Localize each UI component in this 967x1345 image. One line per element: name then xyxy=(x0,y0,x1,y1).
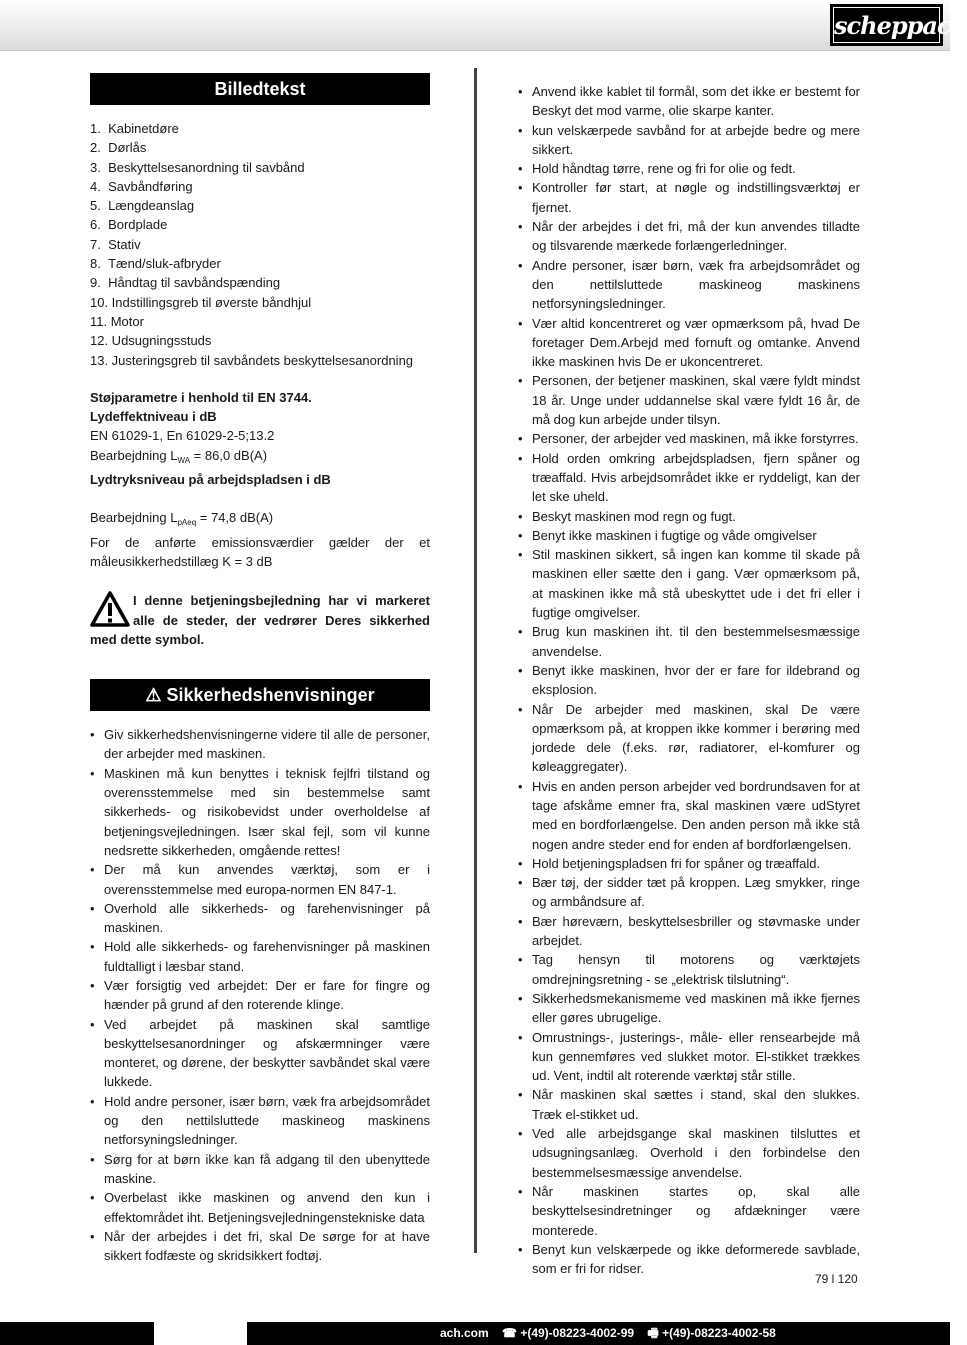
safety-item: • Brug kun maskinen iht. til den bestemmelsesmæssige anvendelse. xyxy=(518,622,860,661)
sound-pressure-heading: Lydtryksniveau på arbejdspladsen i dB xyxy=(90,472,331,488)
safety-item: • Tag hensyn til motorens og værktøjets omdrejningsretning - se „elektrisk tilslutning“. xyxy=(518,950,860,989)
sound-pressure-value: = 74,8 dB(A) xyxy=(196,510,274,526)
legend-item: 10. Indstillingsgreb til øverste båndhjul xyxy=(90,294,312,310)
legend-item: 9. Håndtag til savbåndspænding xyxy=(90,275,281,291)
footer-contact xyxy=(440,1322,786,1345)
safety-item: • Når De arbejder med maskinen, skal De være opmærksom på, at kroppen ikke kommer i berøring med jordede dele (f.eks. rør, radiatorer, el-komfurer og køleaggregater). xyxy=(518,700,860,777)
safety-item: • Vær forsigtig ved arbejdet: Der er fare for fingre og hænder på grund af den roterende klinge. xyxy=(90,976,430,1015)
footer-website[interactable]: ach.com xyxy=(440,1326,489,1340)
safety-item: • Bær tøj, der sidder tæt på kroppen. Læg smykker, ringe og armbåndsure af. xyxy=(518,873,860,912)
brand-logo-text: scheppach xyxy=(833,7,940,43)
safety-list-right xyxy=(518,82,860,1278)
safety-item: • Når der arbejdes i det fri, må der kun anvendes tilladte og tilsvarende mærkede forlængerledninger. xyxy=(518,217,860,256)
safety-item: • Hold orden omkring arbejdspladsen, fjern spåner og træaffald. Hvis arbejdsområdet ikke er ryddeligt, kan der let ske uheld. xyxy=(518,449,860,507)
legend-item: 11. Motor xyxy=(90,313,144,329)
safety-item: • Giv sikkerhedshenvisningerne videre til alle de personer, der arbejder med maskinen. xyxy=(90,725,430,764)
safety-item: • Hold håndtag tørre, rene og fri for olie og fedt. xyxy=(518,159,860,178)
sound-power-sub: WA xyxy=(177,455,191,465)
safety-item: • Når maskinen skal sættes i stand, skal den slukkes. Træk el-stikket ud. xyxy=(518,1085,860,1124)
safety-item: • Andre personer, især børn, væk fra arbejdsområdet og den nettilsluttede maskineog maskinens netforsyningsledninger. xyxy=(518,256,860,314)
footer-phone: ☎ +(49)-08223-4002-99 xyxy=(502,1326,635,1340)
noise-standards: EN 61029-1, En 61029-2-5;13.2 xyxy=(90,428,275,444)
safety-item: • Ved arbejdet på maskinen skal samtlige beskyttelsesanordninger og afskærmninger være monteret, og dørene, der beskytter savbåndet skal være lukkede. xyxy=(90,1015,430,1092)
safety-item: • Bær høreværn, beskyttelsesbriller og støvmaske under arbejdet. xyxy=(518,912,860,951)
safety-item: • Sikkerhedsmekanismeme ved maskinen må ikke fjernes eller gøres ubrugelige. xyxy=(518,989,860,1028)
safety-item: • Benyt ikke maskinen i fugtige og våde omgivelser xyxy=(518,526,860,545)
safety-item: • Stil maskinen sikkert, så ingen kan komme til skade på maskinen eller sætte den i gang. Vær opmærksom på, at maskinen ikke må stå ubeskyttet ude i det fri eller i fugtige omgivelser. xyxy=(518,545,860,622)
legend-item: 4. Savbåndføring xyxy=(90,178,193,194)
legend-item: 12. Udsugningsstuds xyxy=(90,333,212,349)
safety-item: • Personen, der betjener maskinen, skal være fyldt mindst 18 år. Unge under uddannelse skal være fyldt 16 år, de må dog kun arbejde under tilsyn. xyxy=(518,371,860,429)
safety-item: • kun velskærpede savbånd for at arbejde bedre og mere sikkert. xyxy=(518,121,860,160)
sound-pressure-value-line xyxy=(90,508,430,532)
safety-item: • Overhold alle sikkerheds- og farehenvisninger på maskinen. xyxy=(90,899,430,938)
noise-heading: Støjparametre i henhold til EN 3744. xyxy=(90,389,312,405)
safety-item: • Maskinen må kun benyttes i teknisk fejlfri tilstand og overensstemmelse med sin bestemmelse samt sikkerheds- og risikobevidst under overholdelse af betjeningsvejledningen. Især skal fejl, som vil kunne nedsrette sikkerheden, omgående rettes! xyxy=(90,764,430,860)
sound-power-value-line xyxy=(90,446,430,470)
safety-item: • Der må kun anvendes værktøj, som er i overensstemmelse med europa-normen EN 847-1. xyxy=(90,860,430,899)
safety-item: • Personer, der arbejder ved maskinen, må ikke forstyrres. xyxy=(518,429,860,448)
safety-item: • Vær altid koncentreret og vær opmærksom på, hvad De foretager Dem.Arbejd med fornuft og omtanke. Anvend ikke maskinen hvis De er ukoncentreret. xyxy=(518,314,860,372)
sound-power-value: = 86,0 dB(A) xyxy=(190,447,268,463)
brand-logo xyxy=(830,4,967,46)
warning-note xyxy=(90,591,430,649)
safety-item: • Anvend ikke kablet til formål, som det ikke er bestemt for Beskyt det mod varme, olie skarpe kanter. xyxy=(518,82,860,121)
safety-item: • Sørg for at børn ikke kan få adgang til den ubenyttede maskine. xyxy=(90,1150,430,1189)
warning-triangle-icon xyxy=(90,591,130,627)
legend-item: 1. Kabinetdøre xyxy=(90,121,179,136)
sound-pressure-label: Bearbejdning L xyxy=(90,510,178,526)
safety-heading: ⚠ Sikkerhedshenvisninger xyxy=(90,679,430,711)
sound-pressure-sub: pAeq xyxy=(177,518,197,528)
safety-item: • Overbelast ikke maskinen og anvend den kun i effektområdet iht. Betjeningsvejledningenstekniske data xyxy=(90,1188,430,1227)
sound-power-label: Bearbejdning L xyxy=(90,447,178,463)
legend-item: 13. Justeringsgreb til savbåndets beskyttelsesanordning xyxy=(90,352,414,368)
safety-item: • Benyt ikke maskinen, hvor der er fare for ildebrand og eksplosion. xyxy=(518,661,860,700)
safety-item: • Hold andre personer, især børn, væk fra arbejdsområdet og den nettilsluttede maskineog maskinens netforsyningsledninger. xyxy=(90,1092,430,1150)
page-number: 79 l 120 xyxy=(815,1272,858,1286)
safety-item: • Kontroller før start, at nøgle og indstillingsværktøj er fjernet. xyxy=(518,178,860,217)
legend-item: 2. Dørlås xyxy=(90,140,147,156)
legend-item: 6. Bordplade xyxy=(90,217,168,233)
right-column xyxy=(518,82,860,1278)
legend-item: 3. Beskyttelsesanordning til savbånd xyxy=(90,159,305,175)
safety-item: • Hold betjeningspladsen fri for spåner og træaffald. xyxy=(518,854,860,873)
footer-fax: 🖷 +(49)-08223-4002-58 xyxy=(647,1326,776,1340)
safety-item: • Benyt kun velskærpede og ikke deformerede savblade, som er fri for ridser. xyxy=(518,1240,860,1279)
left-column xyxy=(90,73,430,1265)
safety-item: • Når der arbejdes i det fri, skal De sørge for at have sikkert fodfæste og skridsikkert fodtøj. xyxy=(90,1227,430,1266)
header-bar xyxy=(0,0,967,51)
safety-item: • Når maskinen startes op, skal alle beskyttelsesindretninger og afdækninger være monterede. xyxy=(518,1182,860,1240)
column-divider xyxy=(474,68,477,1253)
emission-note: For de anførte emissionsværdier gælder der et måleusikkerhedstillæg K = 3 dB xyxy=(90,534,430,569)
safety-item: • Beskyt maskinen mod regn og fugt. xyxy=(518,507,860,526)
legend-item: 7. Stativ xyxy=(90,236,141,252)
warning-note-text: I denne betjeningsbejledning har vi markeret alle de steder, der vedrører Deres sikkerhed med dette symbol. xyxy=(90,593,430,647)
footer-white-block xyxy=(154,1322,247,1345)
safety-item: • Hvis en anden person arbejder ved bordrundsaven for at tage afskåme emner fra, skal maskinen være udStyret med en bordforlængelse. Den anden person må ikke stå nogen andre steder end for enden af bordforlængelsen. xyxy=(518,777,860,854)
safety-item: • Ved alle arbejdsgange skal maskinen tilsluttes et udsugningsanlæg. Overhold i den forbindelse den bestemmelsesmæssige anvendelse. xyxy=(518,1124,860,1182)
safety-item: • Hold alle sikkerheds- og farehenvisninger på maskinen fuldtalligt i læsbar stand. xyxy=(90,937,430,976)
safety-list-left xyxy=(90,725,430,1265)
safety-item: • Omrustnings-, justerings-, måle- eller rensearbejde må kun gennemføres ved slukket motor. El-stikket trækkes ud. Vent, indtil alt roterende værktøj står stille. xyxy=(518,1028,860,1086)
legend-item: 8. Tænd/sluk-afbryder xyxy=(90,256,221,272)
legend-list xyxy=(90,119,430,370)
noise-section xyxy=(90,388,430,571)
legend-item: 5. Længdeanslag xyxy=(90,198,195,214)
sound-power-heading: Lydeffektniveau i dB xyxy=(90,409,217,425)
legend-heading: Billedtekst xyxy=(90,73,430,105)
